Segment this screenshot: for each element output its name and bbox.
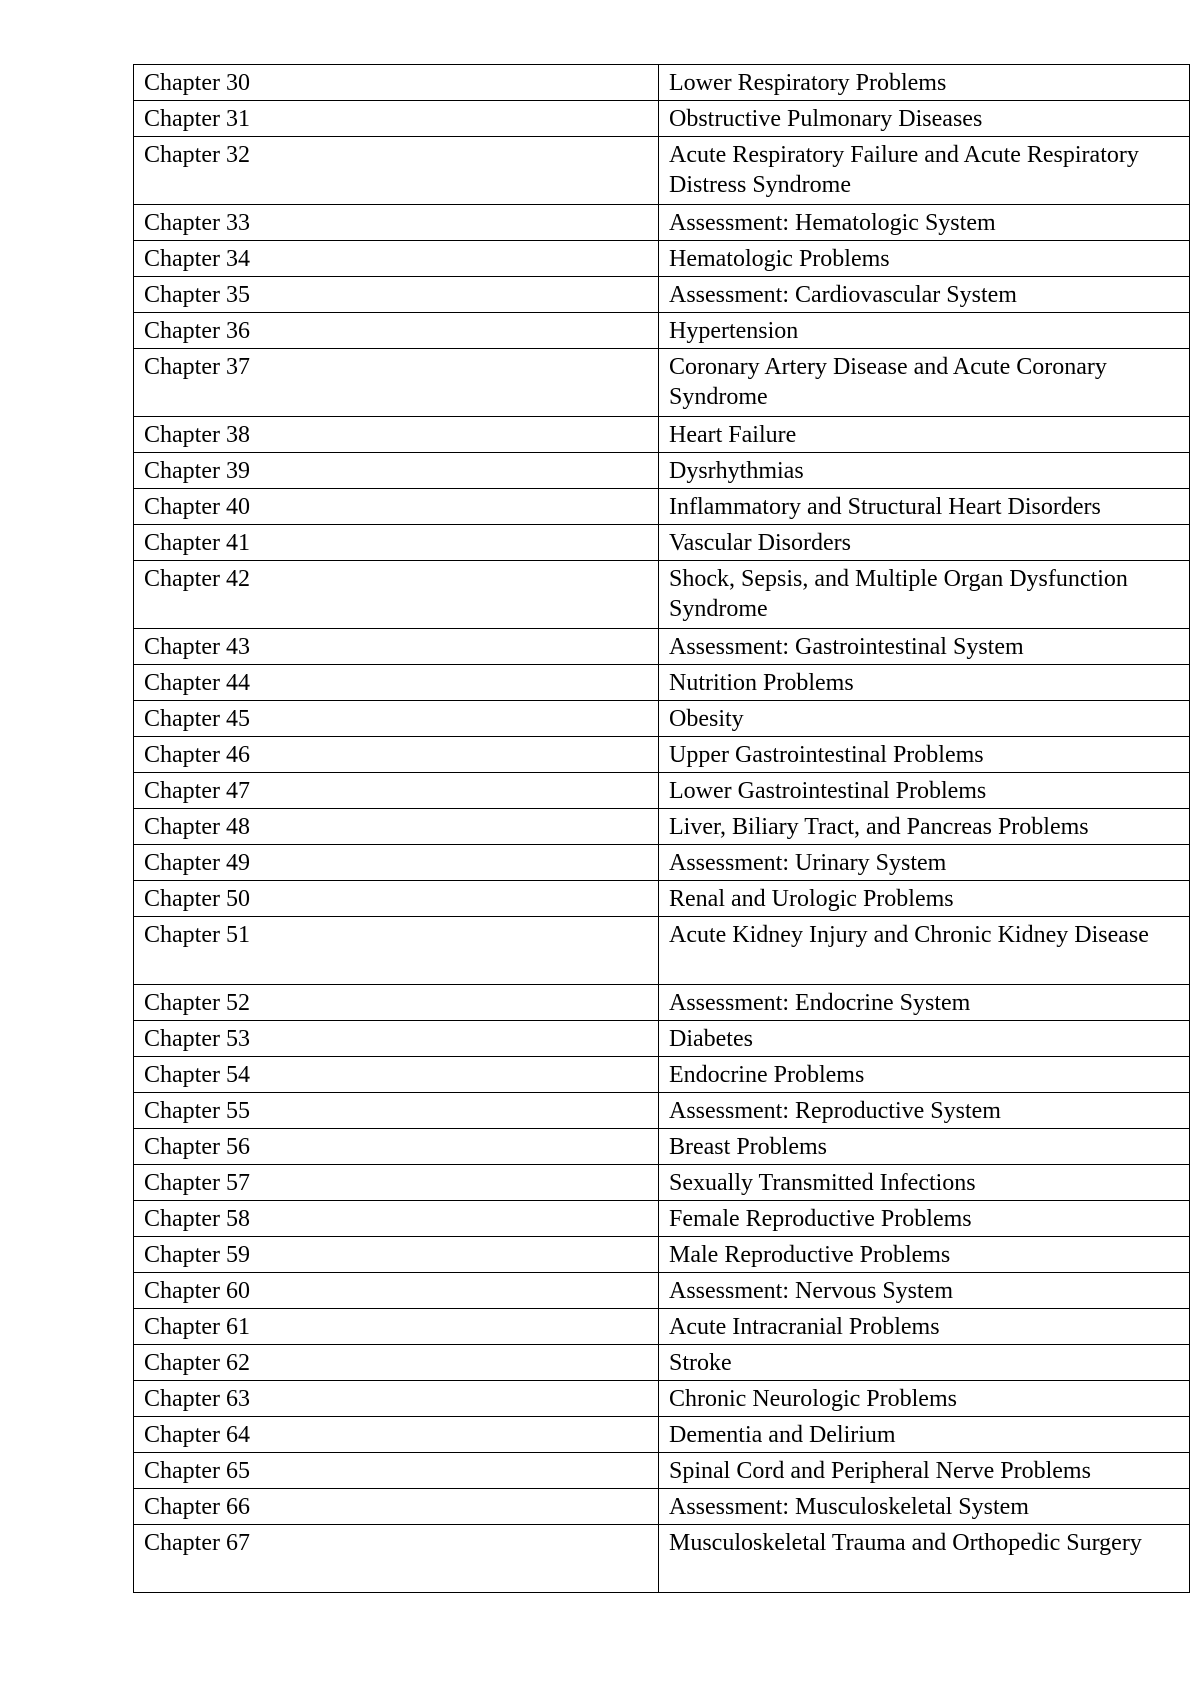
table-row <box>134 137 1190 205</box>
chapter-title-cell: Heart Failure <box>659 417 1190 453</box>
chapter-title-cell: Acute Kidney Injury and Chronic Kidney Disease <box>659 917 1190 985</box>
chapter-number-cell: Chapter 63 <box>134 1381 659 1417</box>
table-row <box>134 1345 1190 1381</box>
chapter-title-cell: Inflammatory and Structural Heart Disorders <box>659 489 1190 525</box>
table-row <box>134 1381 1190 1417</box>
chapter-number-cell: Chapter 49 <box>134 845 659 881</box>
table-row <box>134 881 1190 917</box>
table-row <box>134 809 1190 845</box>
table-row <box>134 1129 1190 1165</box>
table-row <box>134 845 1190 881</box>
table-row <box>134 101 1190 137</box>
table-row <box>134 489 1190 525</box>
chapter-number-cell: Chapter 37 <box>134 349 659 417</box>
chapter-number-cell: Chapter 53 <box>134 1021 659 1057</box>
chapter-title-cell: Shock, Sepsis, and Multiple Organ Dysfunction Syndrome <box>659 561 1190 629</box>
table-row <box>134 1021 1190 1057</box>
table-row <box>134 277 1190 313</box>
chapter-title-cell: Endocrine Problems <box>659 1057 1190 1093</box>
chapter-title-cell: Acute Intracranial Problems <box>659 1309 1190 1345</box>
table-row <box>134 561 1190 629</box>
chapter-title-cell: Male Reproductive Problems <box>659 1237 1190 1273</box>
chapter-number-cell: Chapter 52 <box>134 985 659 1021</box>
table-row <box>134 701 1190 737</box>
chapter-number-cell: Chapter 36 <box>134 313 659 349</box>
chapter-title-cell: Upper Gastrointestinal Problems <box>659 737 1190 773</box>
table-row <box>134 349 1190 417</box>
chapter-title-cell: Chronic Neurologic Problems <box>659 1381 1190 1417</box>
table-row <box>134 313 1190 349</box>
chapter-title-cell: Assessment: Nervous System <box>659 1273 1190 1309</box>
chapter-number-cell: Chapter 62 <box>134 1345 659 1381</box>
chapter-number-cell: Chapter 55 <box>134 1093 659 1129</box>
chapter-title-cell: Assessment: Musculoskeletal System <box>659 1489 1190 1525</box>
chapter-title-cell: Dysrhythmias <box>659 453 1190 489</box>
chapter-title-cell: Musculoskeletal Trauma and Orthopedic Surgery <box>659 1525 1190 1593</box>
chapter-number-cell: Chapter 67 <box>134 1525 659 1593</box>
table-row <box>134 1093 1190 1129</box>
table-row <box>134 453 1190 489</box>
chapter-number-cell: Chapter 66 <box>134 1489 659 1525</box>
table-row <box>134 629 1190 665</box>
chapter-number-cell: Chapter 60 <box>134 1273 659 1309</box>
chapter-title-cell: Dementia and Delirium <box>659 1417 1190 1453</box>
chapter-number-cell: Chapter 42 <box>134 561 659 629</box>
table-row <box>134 1489 1190 1525</box>
table-row <box>134 737 1190 773</box>
chapter-title-cell: Assessment: Cardiovascular System <box>659 277 1190 313</box>
table-row <box>134 241 1190 277</box>
chapter-number-cell: Chapter 47 <box>134 773 659 809</box>
table-row <box>134 1453 1190 1489</box>
table-row <box>134 1057 1190 1093</box>
chapter-title-cell: Assessment: Urinary System <box>659 845 1190 881</box>
chapter-title-cell: Obesity <box>659 701 1190 737</box>
chapter-title-cell: Hypertension <box>659 313 1190 349</box>
chapter-number-cell: Chapter 40 <box>134 489 659 525</box>
table-row <box>134 773 1190 809</box>
chapter-number-cell: Chapter 54 <box>134 1057 659 1093</box>
chapter-number-cell: Chapter 56 <box>134 1129 659 1165</box>
chapter-number-cell: Chapter 31 <box>134 101 659 137</box>
chapter-number-cell: Chapter 50 <box>134 881 659 917</box>
chapter-number-cell: Chapter 58 <box>134 1201 659 1237</box>
table-row <box>134 205 1190 241</box>
chapter-number-cell: Chapter 30 <box>134 65 659 101</box>
chapter-number-cell: Chapter 51 <box>134 917 659 985</box>
chapter-number-cell: Chapter 38 <box>134 417 659 453</box>
table-row <box>134 1165 1190 1201</box>
chapter-title-cell: Coronary Artery Disease and Acute Coronary Syndrome <box>659 349 1190 417</box>
chapter-number-cell: Chapter 65 <box>134 1453 659 1489</box>
chapter-title-cell: Obstructive Pulmonary Diseases <box>659 101 1190 137</box>
chapter-title-cell: Lower Respiratory Problems <box>659 65 1190 101</box>
chapter-number-cell: Chapter 46 <box>134 737 659 773</box>
chapter-title-cell: Breast Problems <box>659 1129 1190 1165</box>
chapter-title-cell: Diabetes <box>659 1021 1190 1057</box>
chapter-number-cell: Chapter 44 <box>134 665 659 701</box>
table-row <box>134 917 1190 985</box>
chapter-title-cell: Sexually Transmitted Infections <box>659 1165 1190 1201</box>
table-row <box>134 1237 1190 1273</box>
chapter-title-cell: Assessment: Endocrine System <box>659 985 1190 1021</box>
table-row <box>134 985 1190 1021</box>
chapter-title-cell: Assessment: Hematologic System <box>659 205 1190 241</box>
chapter-number-cell: Chapter 34 <box>134 241 659 277</box>
chapter-title-cell: Vascular Disorders <box>659 525 1190 561</box>
chapter-number-cell: Chapter 33 <box>134 205 659 241</box>
chapter-title-cell: Assessment: Gastrointestinal System <box>659 629 1190 665</box>
chapter-number-cell: Chapter 57 <box>134 1165 659 1201</box>
table-row <box>134 1525 1190 1593</box>
chapter-title-cell: Spinal Cord and Peripheral Nerve Problems <box>659 1453 1190 1489</box>
chapter-table <box>133 64 1190 1593</box>
table-row <box>134 665 1190 701</box>
table-row <box>134 1417 1190 1453</box>
chapter-title-cell: Lower Gastrointestinal Problems <box>659 773 1190 809</box>
table-row <box>134 1309 1190 1345</box>
table-row <box>134 1273 1190 1309</box>
chapter-number-cell: Chapter 35 <box>134 277 659 313</box>
table-row <box>134 65 1190 101</box>
table-row <box>134 417 1190 453</box>
chapter-title-cell: Assessment: Reproductive System <box>659 1093 1190 1129</box>
chapter-number-cell: Chapter 43 <box>134 629 659 665</box>
chapter-number-cell: Chapter 39 <box>134 453 659 489</box>
chapter-title-cell: Liver, Biliary Tract, and Pancreas Problems <box>659 809 1190 845</box>
chapter-number-cell: Chapter 48 <box>134 809 659 845</box>
table-row <box>134 525 1190 561</box>
chapter-title-cell: Nutrition Problems <box>659 665 1190 701</box>
chapter-title-cell: Renal and Urologic Problems <box>659 881 1190 917</box>
chapter-number-cell: Chapter 64 <box>134 1417 659 1453</box>
chapter-title-cell: Stroke <box>659 1345 1190 1381</box>
chapter-number-cell: Chapter 59 <box>134 1237 659 1273</box>
chapter-title-cell: Female Reproductive Problems <box>659 1201 1190 1237</box>
chapter-number-cell: Chapter 45 <box>134 701 659 737</box>
chapter-title-cell: Hematologic Problems <box>659 241 1190 277</box>
chapter-number-cell: Chapter 61 <box>134 1309 659 1345</box>
table-row <box>134 1201 1190 1237</box>
chapter-title-cell: Acute Respiratory Failure and Acute Respiratory Distress Syndrome <box>659 137 1190 205</box>
chapter-number-cell: Chapter 32 <box>134 137 659 205</box>
chapter-number-cell: Chapter 41 <box>134 525 659 561</box>
